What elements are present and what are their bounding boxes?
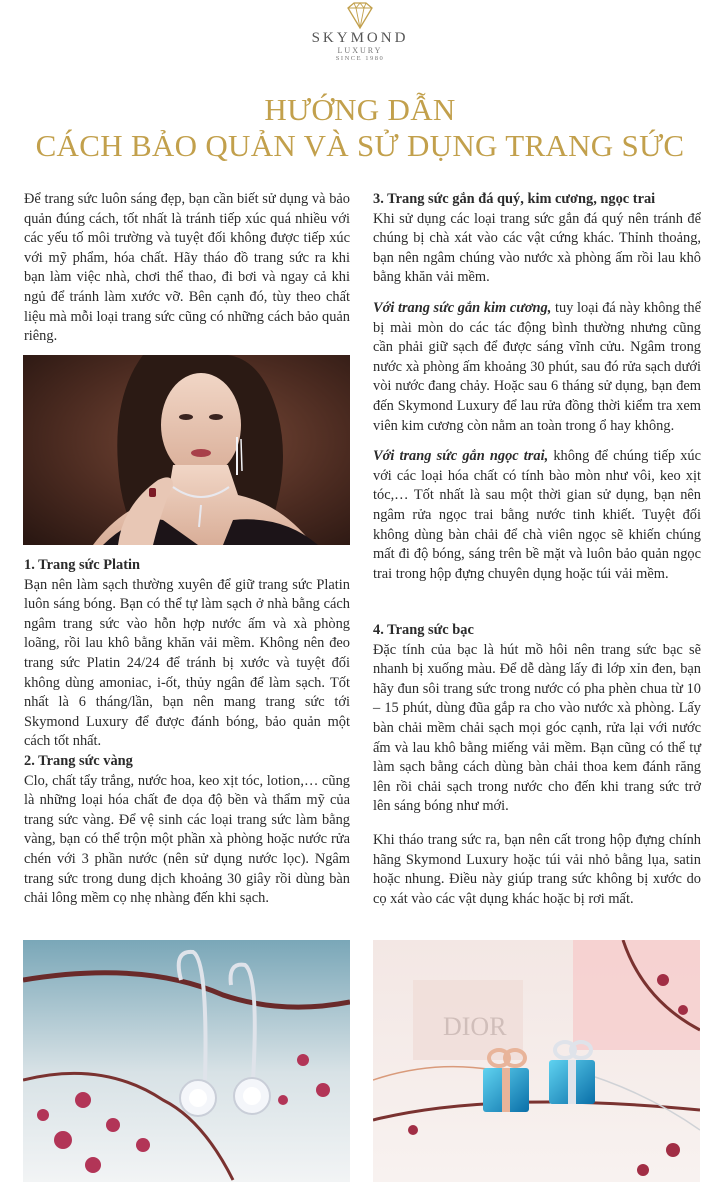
section-platin — [24, 556, 350, 752]
pearl-lead: Với trang sức gắn ngọc trai, — [373, 448, 549, 465]
diamond-logo-icon — [345, 2, 375, 30]
diamond-paragraph — [373, 299, 701, 436]
section-gold-body: Clo, chất tẩy trắng, nước hoa, keo xịt tóc, lotion,… cũng là những loại hóa chất đe dọa độ bền và thẩm mỹ của trang sức vàng. Để vệ sinh các loại trang sức làm bằng vàng, bạn có thể trộn một phần xà phòng hoặc nước rửa chén với 3 phần nước (nên sử dụng nước lọc). Ngâm trang sức trong dung dịch khoảng 30 giây rồi dùng bàn chải lông mềm cọ nhẹ nhàng đến khi sạch. — [24, 772, 350, 907]
brand-since: SINCE 1980 — [335, 55, 385, 62]
section-silver — [373, 621, 701, 909]
page-title-line-2: CÁCH BẢO QUẢN VÀ SỬ DỤNG TRANG SỨC — [35, 128, 685, 163]
section-silver-heading: 4. Trang sức bạc — [373, 622, 474, 638]
section-gold — [24, 752, 350, 909]
pearl-body: không để chúng tiếp xúc với các loại hóa chất có tính bào mòn như vôi, keo xịt tóc,… Tốt nhất là sau một thời gian sử dụng, bạn nên ngâm rửa ngọc trai bằng nước tinh khiết. Tuyệt đối không dùng bàn chải để chà viên ngọc sẽ khiến chúng mất đi độ bóng, sáng trên bề mặt và luôn bảo quản ngọc trai trong hộp đựng chuyên dụng hoặc túi vải mềm. — [373, 448, 701, 582]
brand-name: SKYMOND — [311, 30, 409, 46]
brand-subtitle: LUXURY — [337, 46, 383, 55]
intro-paragraph: Để trang sức luôn sáng đẹp, bạn cần biết sử dụng và bảo quản đúng cách, tốt nhất là tránh tiếp xúc quá nhiều với các yếu tố môi trường và tuyệt đối không được tiếp xúc với mỹ phẩm, hóa chất. Hãy tháo đồ trang sức ra khi bạn làm việc nhà, chơi thể thao, đi bơi và ngay cả khi ngủ để tránh làm xước vỡ. Bên cạnh đó, tùy theo chất liệu mà mỗi loại trang sức cũng có những cách bảo quản riêng. — [24, 191, 350, 345]
earrings-photo — [23, 940, 350, 1182]
gift-box-pendants-photo — [373, 940, 700, 1182]
section-platin-body: Bạn nên làm sạch thường xuyên để giữ trang sức Platin luôn sáng bóng. Bạn có thể tự làm sạch ở nhà bằng cách ngâm trang sức vào hỗn hợp nước ấm và xà phòng loãng, rồi lau khô bằng khăn vải mềm. Không nên đeo trang sức Platin 24/24 để tránh bị xước và tuyệt đối không dùng amoniac, i-ốt, thủy ngân để làm sạch. Tốt nhất là 6 tháng/lần, bạn nên mang trang sức tới Skymond Luxury để được đánh bóng, bảo quản một cách tốt nhất. — [24, 576, 350, 750]
section-platin-heading: 1. Trang sức Platin — [24, 557, 141, 573]
brand-logo — [0, 2, 720, 63]
model-portrait-photo — [23, 355, 350, 545]
section-gem — [373, 190, 701, 584]
dior-box-print: DIOR — [443, 1012, 507, 1041]
closing-paragraph: Khi tháo trang sức ra, bạn nên cất trong hộp đựng chính hãng Skymond Luxury hoặc túi vải nhỏ bằng lụa, satin hoặc nhung. Điều này giúp trang sức không bị xước do cọ xát vào các vật dụng khác hoặc bị rơi mất. — [373, 831, 701, 907]
diamond-lead: Với trang sức gắn kim cương, — [373, 299, 552, 316]
diamond-body: tuy loại đá này không thể bị mài mòn do các tác động bình thường nhưng cũng cần phải giữ sạch để được sáng vĩnh cửu. Ngâm trong nước xà phòng ấm khoảng 30 phút, sau đó rửa sạch dưới vòi nước đang chảy. Hoặc sau 6 tháng sử dụng, bạn đem đến Skymond Luxury để lau rửa đồng thời kiểm tra xem viên kim cương còn nằm an toàn trong ổ hay không. — [373, 299, 701, 434]
section-gem-heading: 3. Trang sức gắn đá quý, kim cương, ngọc trai — [373, 191, 656, 207]
section-gem-body: Khi sử dụng các loại trang sức gắn đá quý nên tránh để chúng bị chà xát vào các vật cứng khác. Thỉnh thoảng, bạn nên ngâm chúng vào nước xà phòng ấm rồi lau khô bằng khăn vải mềm. — [373, 210, 701, 286]
pearl-paragraph — [373, 447, 701, 584]
section-gold-heading: 2. Trang sức vàng — [24, 753, 133, 769]
page-title-line-1: HƯỚNG DẪN — [264, 92, 456, 127]
section-silver-body: Đặc tính của bạc là hút mồ hôi nên trang sức bạc sẽ nhanh bị xuống màu. Để dễ dàng lấy đi lớp xỉn đen, bạn hãy đun sôi trang sức trong nước có pha phèn chua từ 10 – 15 phút, dùng đũa gắp ra cho vào nước xà phòng. Lấy bàn chải mềm chải sạch mọi góc cạnh, rửa lại với nước ấm và lau khô bằng miếng vải mềm. Bạn cũng có thể tự làm sạch bằng cách dùng bàn chải thoa kem đánh răng lên rồi chải sạch trong nước cho đến khi trang sức trở lên sáng bóng như mới. — [373, 641, 701, 815]
